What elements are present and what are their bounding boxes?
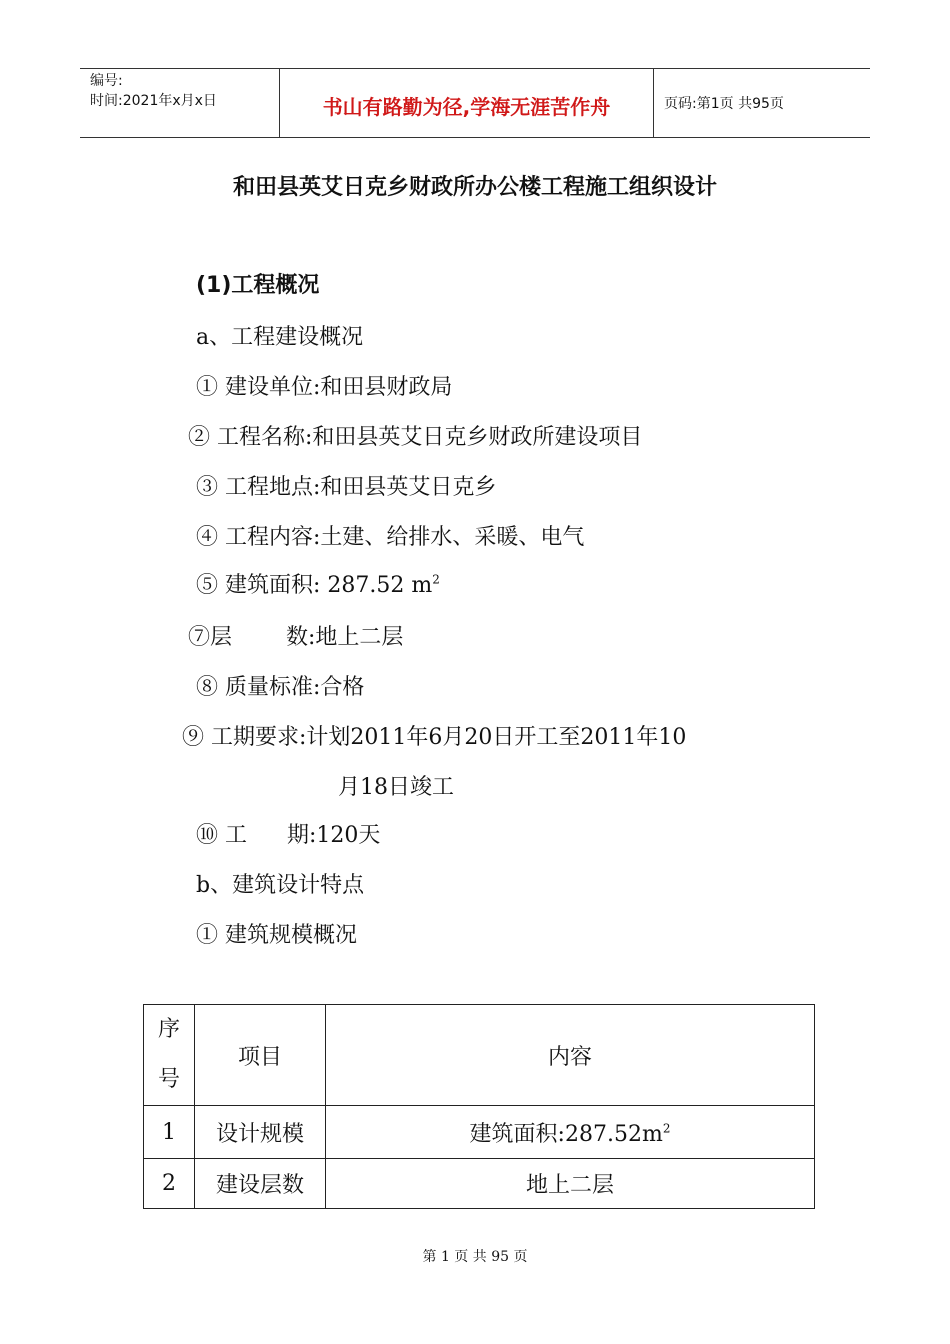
row-seq: 1 — [144, 1106, 195, 1159]
line-floors — [188, 620, 403, 651]
row-item: 建设层数 — [195, 1159, 326, 1209]
row-content: 地上二层 — [326, 1159, 815, 1209]
serial-label: 编号: — [90, 73, 123, 89]
date-label: 时间:2021年x月x日 — [90, 93, 217, 109]
header-content: 内容 — [326, 1005, 815, 1106]
line-schedule-cont: 月18日竣工 — [338, 775, 454, 800]
line-construction-unit: ① 建设单位:和田县财政局 — [196, 375, 453, 400]
line-project-location: ③ 工程地点:和田县英艾日克乡 — [196, 475, 497, 500]
header-seq-top: 序 — [157, 1017, 180, 1042]
line-project-content: ④ 工程内容:土建、给排水、采暖、电气 — [196, 525, 585, 550]
page-footer: 第 1 页 共 95 页 — [422, 1249, 528, 1265]
row-content-text: 建筑面积:287.52m — [469, 1121, 663, 1147]
subsection-a: a、工程建设概况 — [196, 325, 364, 350]
table-row — [144, 1106, 815, 1159]
row-content-sup: 2 — [662, 1121, 671, 1136]
header-seq-bottom: 号 — [157, 1067, 180, 1092]
section-title: (1)工程概况 — [196, 273, 320, 298]
duration-label: ⑩ 工 — [196, 823, 247, 848]
building-area-sup: 2 — [432, 572, 440, 587]
line-schedule: ⑨ 工期要求:计划2011年6月20日开工至2011年10 — [182, 725, 687, 750]
duration-value: 期:120天 — [287, 823, 381, 848]
document-title: 和田县英艾日克乡财政所办公楼工程施工组织设计 — [232, 175, 717, 200]
header-seq — [144, 1005, 195, 1106]
spec-table — [143, 1004, 815, 1209]
table-row — [144, 1159, 815, 1209]
row-content — [326, 1106, 815, 1159]
table-header-row — [144, 1005, 815, 1106]
building-area-text: ⑤ 建筑面积: 287.52 m — [196, 573, 433, 598]
line-building-scale: ① 建筑规模概况 — [196, 923, 357, 948]
header-item: 项目 — [195, 1005, 326, 1106]
line-project-name: ② 工程名称:和田县英艾日克乡财政所建设项目 — [188, 425, 643, 450]
subsection-b: b、建筑设计特点 — [196, 873, 365, 898]
floors-value: 数:地上二层 — [286, 625, 404, 650]
header-motto: 书山有路勤为径,学海无涯苦作舟 — [280, 69, 654, 137]
header-meta — [80, 69, 280, 137]
row-seq: 2 — [144, 1159, 195, 1209]
page-header — [80, 68, 870, 138]
line-building-area — [196, 568, 440, 599]
line-duration — [196, 818, 380, 849]
row-item: 设计规模 — [195, 1106, 326, 1159]
header-page-info: 页码:第1页 共95页 — [664, 96, 784, 112]
line-quality-standard: ⑧ 质量标准:合格 — [196, 675, 365, 700]
floors-label: ⑦层 — [188, 625, 233, 650]
